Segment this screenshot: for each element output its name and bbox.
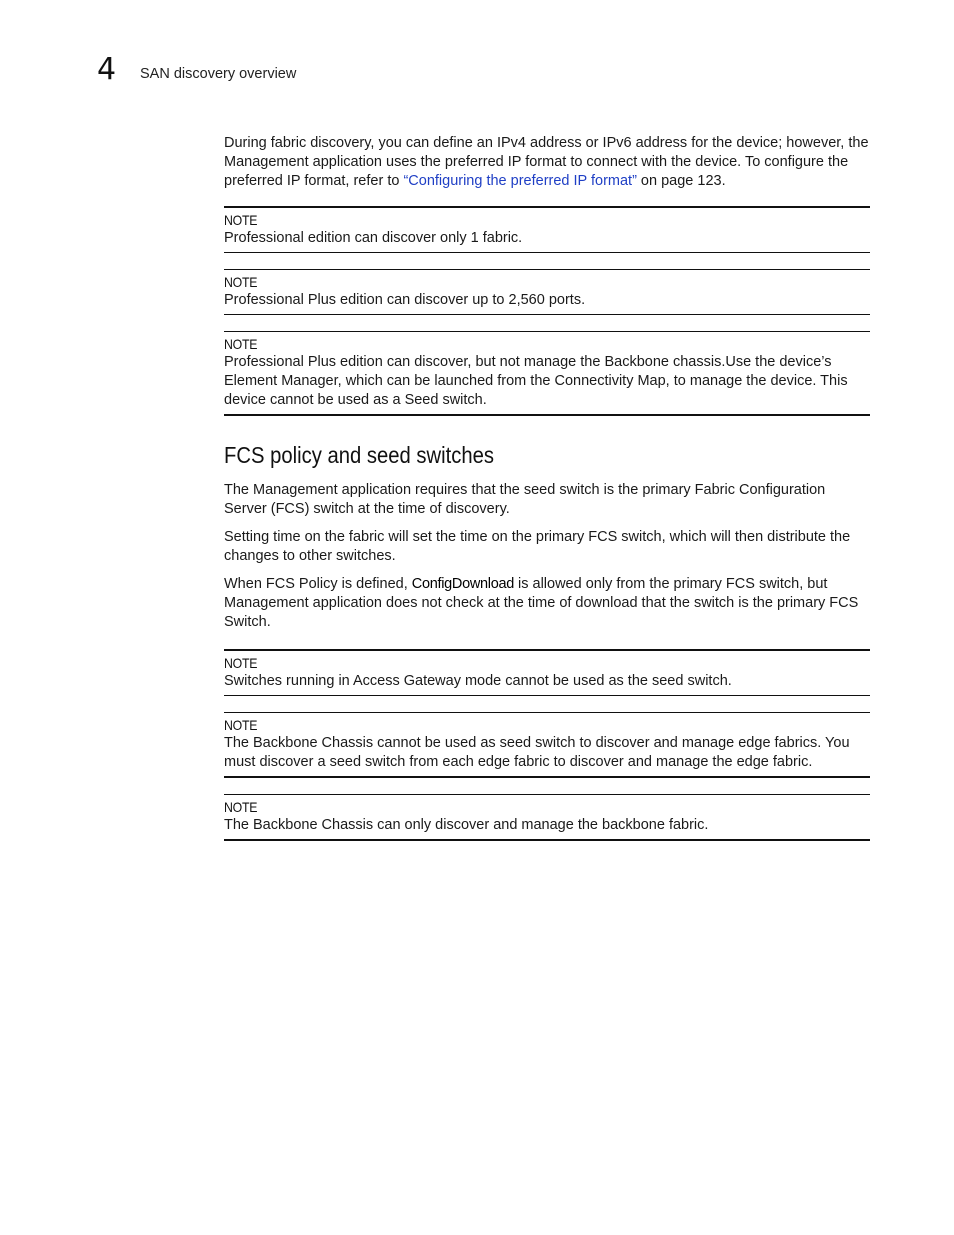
note-box — [224, 794, 870, 841]
note-text: Professional edition can discover only 1 fabric. — [224, 230, 523, 246]
note-text: Professional Plus edition can discover up to 2,560 ports. — [224, 292, 586, 308]
note-label: NOTE — [224, 655, 258, 671]
section-heading: FCS policy and seed switches — [224, 442, 494, 468]
page-content — [224, 134, 870, 857]
intro-text-before: During fabric discovery, you can define an IPv4 address or IPv6 address for the device; however, the Management application uses the preferred IP format to connect with the device. To configure the preferred IP format, refer to — [224, 135, 869, 189]
note-label: NOTE — [224, 274, 258, 290]
intro-paragraph — [224, 134, 870, 191]
note-box — [224, 269, 870, 315]
chapter-number: 4 — [97, 52, 117, 87]
chapter-title: SAN discovery overview — [140, 66, 297, 82]
note-label: NOTE — [224, 212, 258, 228]
body-paragraph: The Management application requires that the seed switch is the primary Fabric Configuration Server (FCS) switch at the time of discovery. — [224, 482, 826, 517]
command-name: ConfigDownload — [411, 576, 514, 592]
intro-text-after: on page 123. — [636, 173, 726, 189]
note-box — [224, 331, 870, 416]
body-paragraph: Setting time on the fabric will set the time on the primary FCS switch, which will then distribute the changes to other switches. — [224, 529, 851, 564]
note-text: The Backbone Chassis cannot be used as seed switch to discover and manage edge fabrics. You must discover a seed switch from each edge fabric to discover and manage the edge fabric. — [224, 735, 850, 770]
para3-text-before: When FCS Policy is defined, — [224, 576, 412, 592]
cross-reference-link[interactable]: “Configuring the preferred IP format” — [403, 173, 637, 189]
note-box — [224, 712, 870, 778]
body-paragraph — [224, 575, 870, 632]
note-text: Switches running in Access Gateway mode cannot be used as the seed switch. — [224, 673, 732, 689]
note-label: NOTE — [224, 799, 258, 815]
note-label: NOTE — [224, 717, 258, 733]
para3-text-after: is allowed only from the primary FCS switch, but Management application does not check at the time of download that the switch is the primary FCS Switch. — [224, 576, 859, 630]
note-box — [224, 649, 870, 696]
note-text: The Backbone Chassis can only discover and manage the backbone fabric. — [224, 817, 709, 833]
note-box — [224, 206, 870, 253]
note-text: Professional Plus edition can discover, but not manage the Backbone chassis.Use the device’s Element Manager, which can be launched from the Connectivity Map, to manage the device. This device cannot be used as a Seed switch. — [224, 354, 848, 408]
note-label: NOTE — [224, 336, 258, 352]
